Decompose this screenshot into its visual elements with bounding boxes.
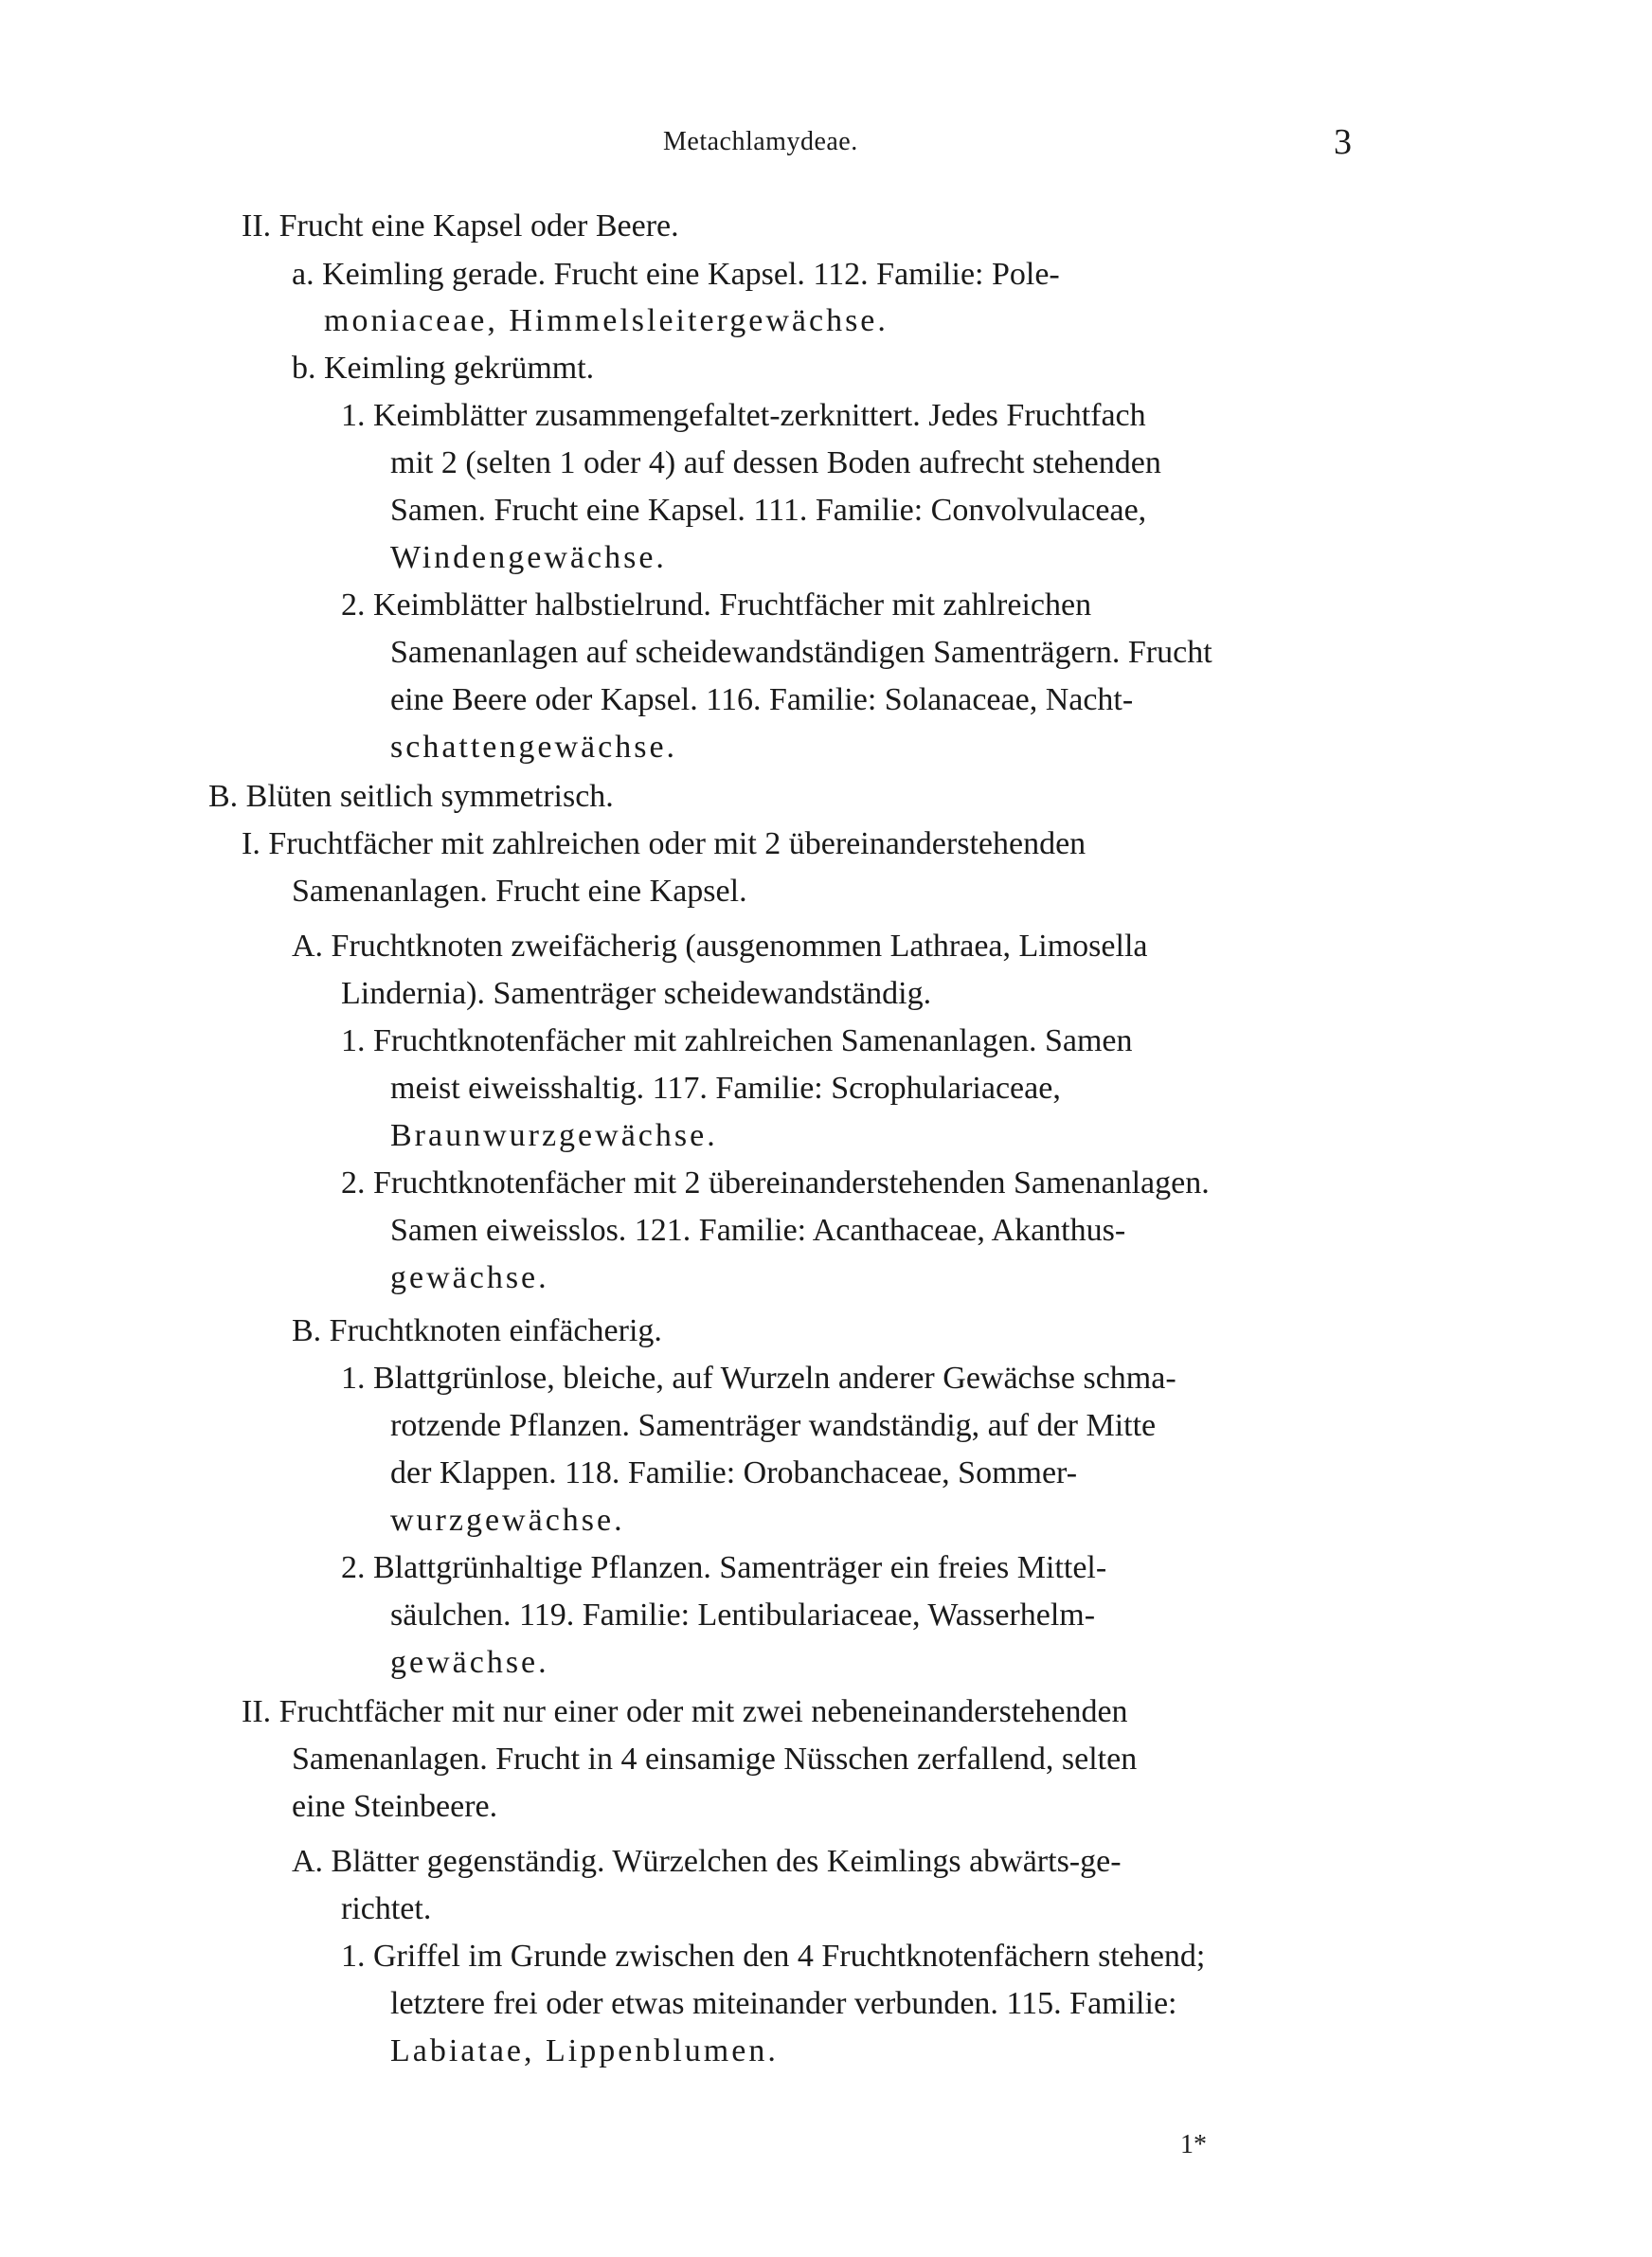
text-line: gewächse. xyxy=(390,1645,549,1680)
page-number: 3 xyxy=(1334,122,1352,162)
text-line: richtet. xyxy=(341,1891,432,1926)
text-line: 2. Keimblätter halbstielrund. Fruchtfächer mit zahlreichen xyxy=(341,587,1092,623)
text-line: Lindernia). Samenträger scheidewandständig. xyxy=(341,976,932,1011)
text-line: meist eiweisshaltig. 117. Familie: Scrophulariaceae, xyxy=(390,1071,1061,1106)
text-line: b. Keimling gekrümmt. xyxy=(292,351,595,386)
text-line: eine Steinbeere. xyxy=(292,1789,498,1824)
text-line: 2. Fruchtknotenfächer mit 2 übereinanderstehenden Samenanlagen. xyxy=(341,1165,1210,1201)
text-line: rotzende Pflanzen. Samenträger wandständig, auf der Mitte xyxy=(390,1408,1157,1443)
text-line: a. Keimling gerade. Frucht eine Kapsel. 112. Familie: Pole- xyxy=(292,257,1060,292)
text-line: wurzgewächse. xyxy=(390,1503,625,1538)
text-line: Samenanlagen. Frucht in 4 einsamige Nüsschen zerfallend, selten xyxy=(292,1742,1138,1777)
text-line: moniaceae, Himmelsleitergewächse. xyxy=(324,303,889,338)
text-line: 1. Fruchtknotenfächer mit zahlreichen Samenanlagen. Samen xyxy=(341,1023,1133,1058)
text-line: II. Frucht eine Kapsel oder Beere. xyxy=(242,208,679,244)
text-line: letztere frei oder etwas miteinander verbunden. 115. Familie: xyxy=(390,1986,1177,2021)
text-line: B. Blüten seitlich symmetrisch. xyxy=(208,779,614,814)
text-line: Labiatae, Lippenblumen. xyxy=(390,2033,779,2068)
text-line: Braunwurzgewächse. xyxy=(390,1118,718,1153)
text-line: I. Fruchtfächer mit zahlreichen oder mit 2 übereinanderstehenden xyxy=(242,826,1086,861)
text-line: 1. Blattgrünlose, bleiche, auf Wurzeln anderer Gewächse schma- xyxy=(341,1361,1176,1396)
page-header xyxy=(0,121,1652,169)
text-line: 1. Keimblätter zusammengefaltet-zerknittert. Jedes Fruchtfach xyxy=(341,398,1146,433)
text-line: Samenanlagen auf scheidewandständigen Samenträgern. Frucht xyxy=(390,635,1212,670)
text-line: Samen eiweisslos. 121. Familie: Acanthaceae, Akanthus- xyxy=(390,1213,1126,1248)
text-line: 2. Blattgrünhaltige Pflanzen. Samenträger ein freies Mittel- xyxy=(341,1550,1107,1585)
text-line: Samenanlagen. Frucht eine Kapsel. xyxy=(292,874,747,909)
text-line: schattengewächse. xyxy=(390,730,678,765)
text-line: säulchen. 119. Familie: Lentibulariaceae, Wasserhelm- xyxy=(390,1598,1096,1633)
signature-mark: 1* xyxy=(1180,2130,1207,2159)
running-title: Metachlamydeae. xyxy=(663,127,858,156)
text-line: B. Fruchtknoten einfächerig. xyxy=(292,1313,662,1348)
text-line: A. Fruchtknoten zweifächerig (ausgenommen Lathraea, Limosella xyxy=(292,929,1148,964)
text-line: 1. Griffel im Grunde zwischen den 4 Fruchtknotenfächern stehend; xyxy=(341,1939,1206,1974)
text-line: gewächse. xyxy=(390,1260,549,1295)
text-line: mit 2 (selten 1 oder 4) auf dessen Boden aufrecht stehenden xyxy=(390,445,1161,480)
text-line: der Klappen. 118. Familie: Orobanchaceae, Sommer- xyxy=(390,1455,1078,1490)
text-line: eine Beere oder Kapsel. 116. Familie: Solanaceae, Nacht- xyxy=(390,682,1134,717)
text-line: II. Fruchtfächer mit nur einer oder mit zwei nebeneinanderstehenden xyxy=(242,1694,1128,1729)
text-line: Windengewächse. xyxy=(390,540,667,575)
text-line: Samen. Frucht eine Kapsel. 111. Familie: Convolvulaceae, xyxy=(390,493,1147,528)
text-line: A. Blätter gegenständig. Würzelchen des Keimlings abwärts-ge- xyxy=(292,1844,1122,1879)
